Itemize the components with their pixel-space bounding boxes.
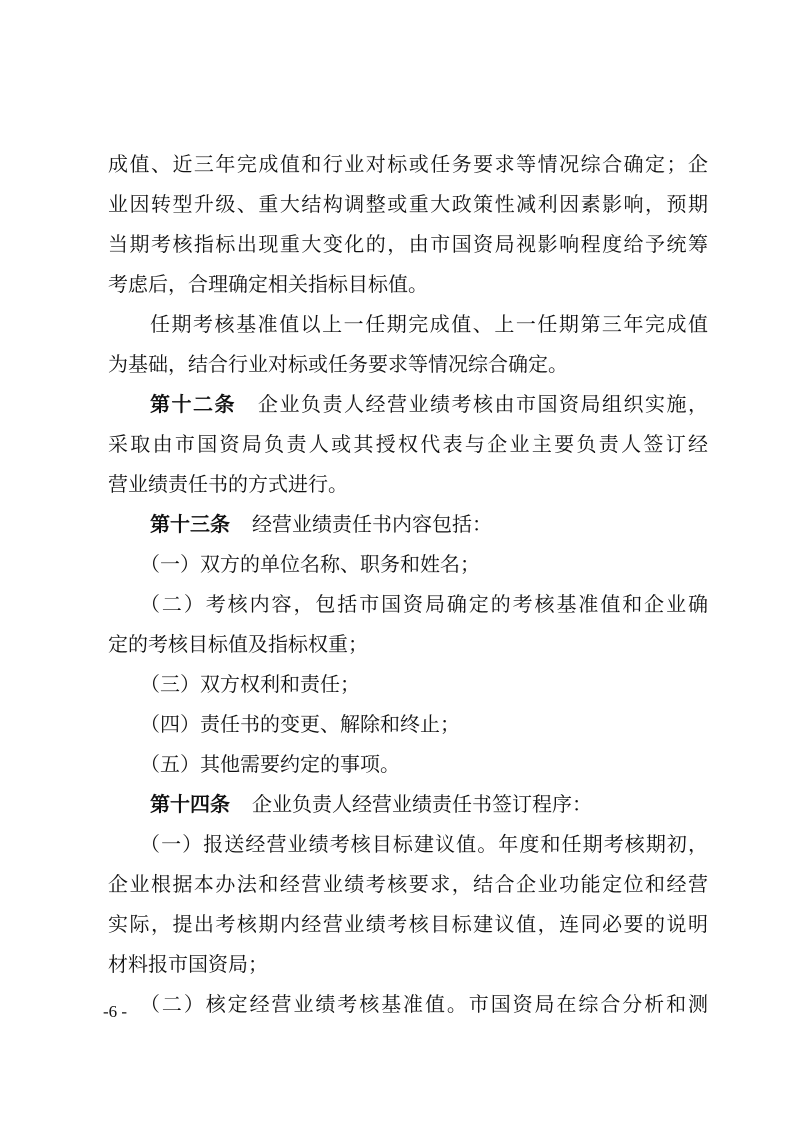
paragraph-line: 业因转型升级、重大结构调整或重大政策性减利因素影响，预期 xyxy=(108,192,708,216)
list-item: （三）双方权利和责任； xyxy=(140,672,360,696)
paragraph-line: 定的考核目标值及指标权重； xyxy=(108,632,368,656)
list-item: （二）核定经营业绩考核基准值。市国资局在综合分析和测 xyxy=(140,992,708,1016)
paragraph-line: 考虑后，合理确定相关指标目标值。 xyxy=(108,272,428,296)
paragraph-line: 企业根据本办法和经营业绩考核要求，结合企业功能定位和经营 xyxy=(108,872,708,896)
paragraph-line: 采取由市国资局负责人或其授权代表与企业主要负责人签订经 xyxy=(108,432,708,456)
article-heading: 第十三条 xyxy=(150,512,230,536)
article-text: 经营业绩责任书内容包括： xyxy=(252,512,492,536)
article-13-line xyxy=(150,503,708,545)
article-text: 企业负责人经营业绩考核由市国资局组织实施， xyxy=(258,392,708,416)
paragraph-line: 实际，提出考核期内经营业绩考核目标建议值，连同必要的说明 xyxy=(108,912,708,936)
page-number: -6 - xyxy=(103,1002,128,1021)
paragraph-line: 当期考核指标出现重大变化的，由市国资局视影响程度给予统筹 xyxy=(108,232,708,256)
paragraph-line: 营业绩责任书的方式进行。 xyxy=(108,472,348,496)
article-12-line xyxy=(150,383,708,425)
article-text: 企业负责人经营业绩责任书签订程序： xyxy=(252,792,592,816)
paragraph-line: 成值、近三年完成值和行业对标或任务要求等情况综合确定；企 xyxy=(108,152,708,176)
list-item: （二）考核内容，包括市国资局确定的考核基准值和企业确 xyxy=(140,592,708,616)
paragraph-line: 为基础，结合行业对标或任务要求等情况综合确定。 xyxy=(108,352,568,376)
list-item: （四）责任书的变更、解除和终止； xyxy=(140,712,460,736)
list-item: （一）报送经营业绩考核目标建议值。年度和任期考核期初， xyxy=(140,832,708,856)
article-heading: 第十二条 xyxy=(150,392,236,416)
paragraph-line: 材料报市国资局； xyxy=(108,952,268,976)
article-heading: 第十四条 xyxy=(150,792,230,816)
list-item: （五）其他需要约定的事项。 xyxy=(140,752,400,776)
article-14-line xyxy=(150,783,708,825)
paragraph-line: 任期考核基准值以上一任期完成值、上一任期第三年完成值 xyxy=(150,312,708,336)
list-item: （一）双方的单位名称、职务和姓名； xyxy=(140,552,480,576)
